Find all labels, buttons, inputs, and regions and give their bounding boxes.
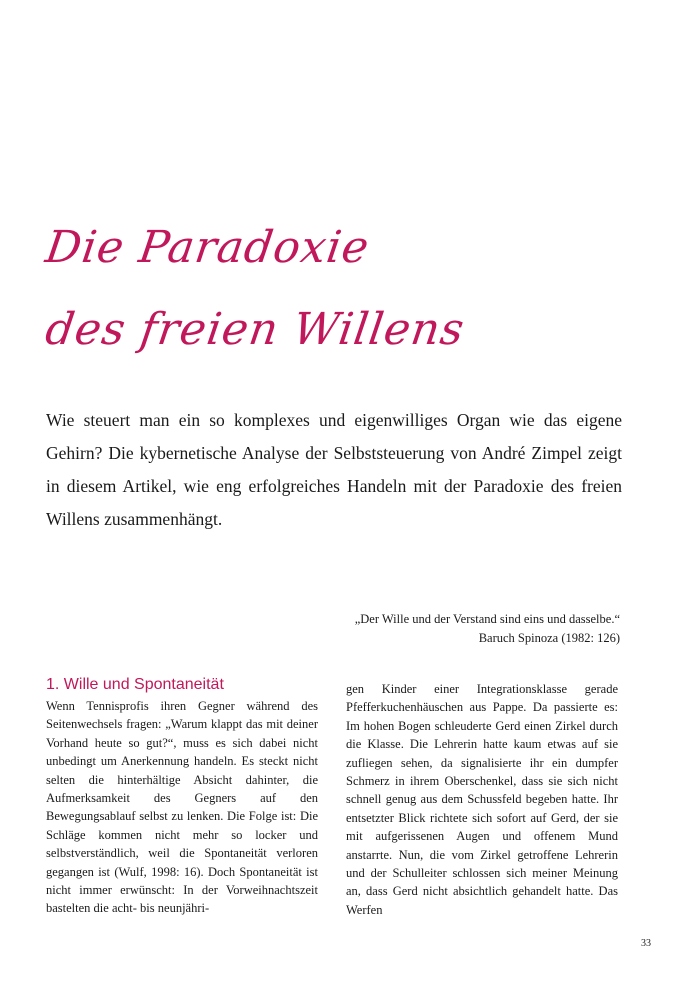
epigraph-source: Baruch Spinoza (1982: 126) [478,631,620,645]
article-intro: Wie steuert man ein so komplexes und eigenwilliges Organ wie das eigene Gehirn? Die kybernetische Analyse der Selbststeuerung von André Zimpel zeigt in diesem Artikel, wie eng erfolgreiches Handeln mit der Paradoxie des freien Willens zusammenhängt. [46,410,622,529]
epigraph [355,610,620,648]
body-column-left: Wenn Tennisprofis ihren Gegner während des Seitenwechsels fragen: „Warum klappt das mit deiner Vorhand heute so gut?“, muss es sich dabei nicht unbedingt um Anerkennung handeln. Es steckt nicht selten die hinterhältige Absicht dahinter, die Aufmerksamkeit des Gegners auf den Bewegungsablauf selbst zu lenken. Die Folge ist: Die Schläge kommen nicht mehr so locker und selbstverständlich, weil die Spontaneität verloren gegangen ist (Wulf, 1998: 16). Doch Spontaneität ist nicht immer erwünscht: In der Vorweihnachtszeit bastelten die acht- bis neunjähri- [46,699,318,916]
page-number: 33 [641,938,651,949]
section-heading: 1. Wille und Spontaneität [46,676,224,693]
article-title-line-2: des freien Willens [42,304,468,355]
article-title-line-1: Die Paradoxie [42,222,373,273]
body-column-right: gen Kinder einer Integrationsklasse gerade Pfefferkuchenhäuschen aus Pappe. Da passierte es: Im hohen Bogen schleuderte Gerd einen Zirkel durch die Klasse. Die Lehrerin hatte kaum etwas auf sie zufliegen sehen, da signalisierte ihr ein dumpfer Schmerz in ihrem Oberschenkel, dass sie sich nicht schnell genug aus dem Schussfeld begeben hatte. Ihr entsetzter Blick richtete sich sofort auf Gerd, der sie mit aufgerissenen Augen und offenem Mund anstarrte. Nun, die vom Zirkel getroffene Lehrerin und der Schulleiter schlossen sich meiner Meinung an, dass Gerd nicht absichtlich gehandelt hatte. Das Werfen [346,682,618,917]
epigraph-text: „Der Wille und der Verstand sind eins und dasselbe.“ [354,612,620,626]
